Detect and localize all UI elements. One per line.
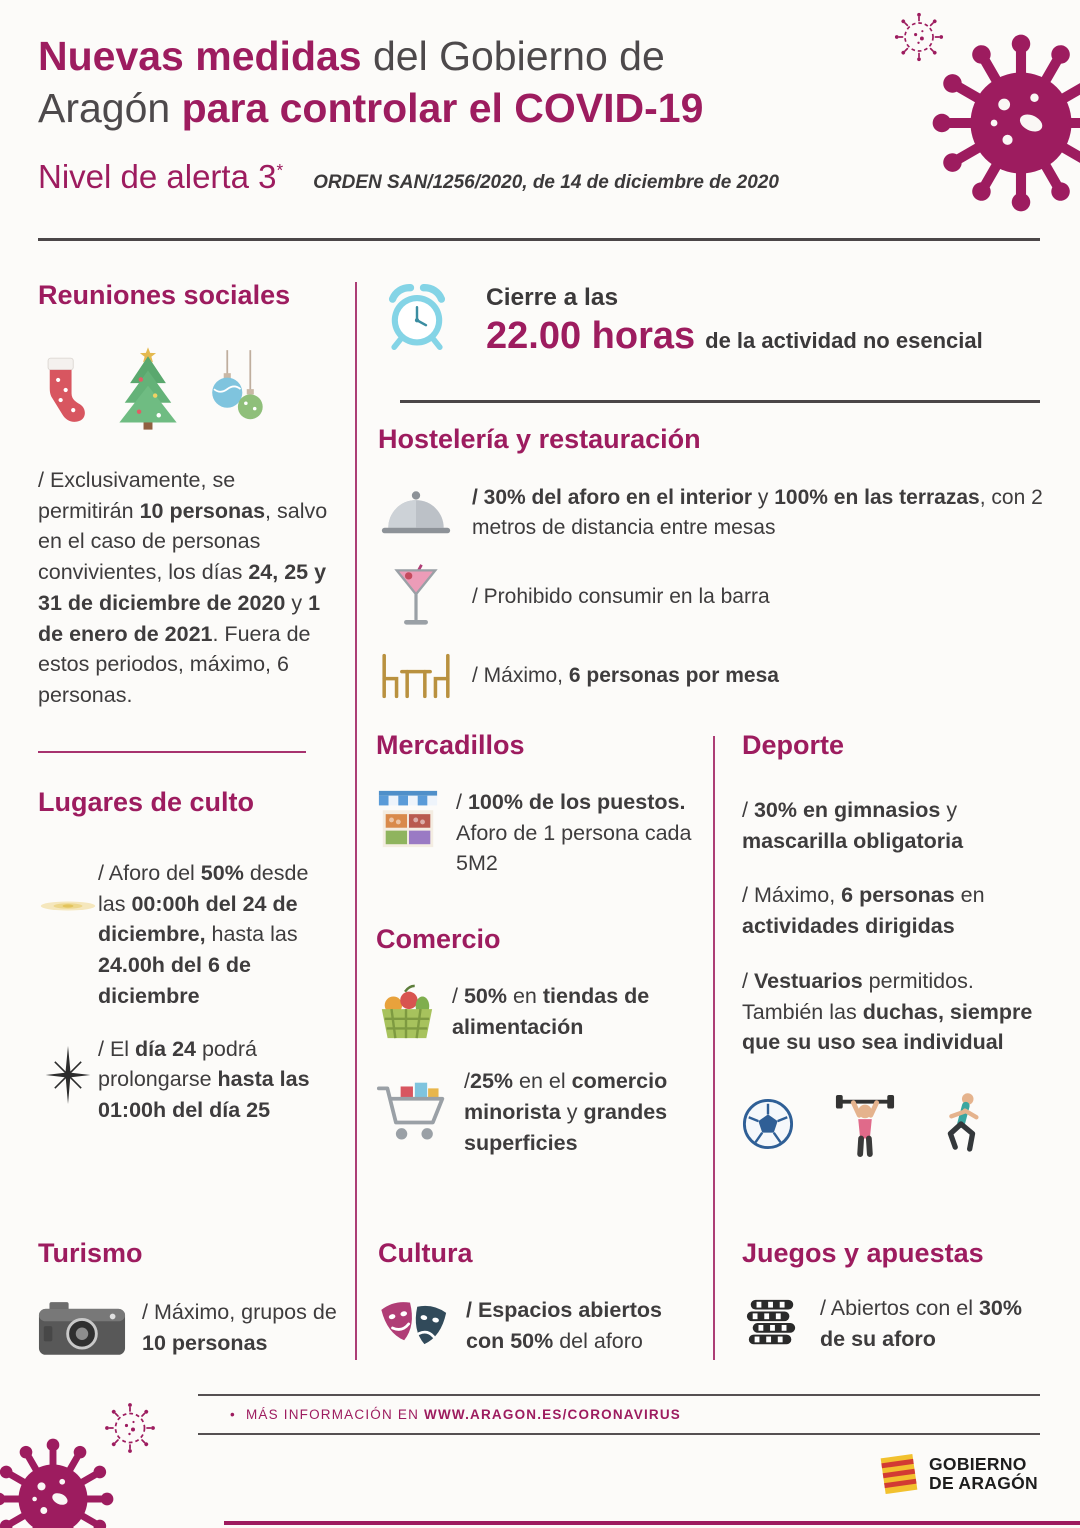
page-title [38, 30, 938, 134]
alert-level: Nivel de alerta 3* [38, 158, 284, 196]
order-reference: ORDEN SAN/1256/2020, de 14 de diciembre de 2020 [313, 172, 779, 194]
hosteleria-text-3: / Máximo, 6 personas por mesa [472, 664, 779, 688]
cultura-heading: Cultura [378, 1238, 473, 1268]
aragon-flag-icon [879, 1452, 919, 1496]
section-juegos-apuestas [742, 1238, 1042, 1354]
section-hosteleria [378, 424, 1046, 701]
column-divider-left [355, 282, 357, 1360]
market-stall-icon [376, 787, 440, 851]
culto-heading: Lugares de culto [38, 786, 255, 817]
turismo-item [38, 1297, 340, 1358]
mercadillos-item [376, 787, 698, 879]
hosteleria-text-2: / Prohibido consumir en la barra [472, 585, 770, 609]
cierre-time: 22.00 horas [486, 315, 696, 357]
virus-icon [0, 1430, 122, 1528]
reuniones-heading: Reuniones sociales [38, 280, 291, 310]
title-line-1: Nuevas medidas del Gobierno de [38, 33, 665, 79]
runner-icon [936, 1091, 986, 1157]
section-cultura [378, 1238, 700, 1356]
title-line-2: Aragón para controlar el COVID-19 [38, 85, 704, 132]
footer-info-text [246, 1407, 681, 1422]
soccer-ball-icon [742, 1098, 794, 1150]
deporte-text-1: / 30% en gimnasios y mascarilla obligatoria [742, 798, 964, 853]
cierre-text [486, 280, 983, 358]
juegos-text: / Abiertos con el 30% de su aforo [820, 1296, 1022, 1351]
section-divider [38, 751, 306, 753]
cultura-text: / Espacios abiertos con 50% del aforo [466, 1298, 662, 1353]
hosteleria-item-aforo [378, 483, 1046, 543]
section-cierre [382, 280, 1044, 358]
light-glow-icon [38, 858, 98, 918]
comercio-text-1: / 50% en tiendas de alimentación [452, 984, 650, 1039]
gobierno-aragon-logo [879, 1452, 1038, 1496]
shopping-cart-icon [376, 1080, 448, 1146]
gov-logo-line1: GOBIERNO [929, 1454, 1027, 1475]
hosteleria-heading: Hostelería y restauración [378, 424, 701, 454]
left-column [38, 280, 330, 1126]
juegos-heading: Juegos y apuestas [742, 1238, 984, 1268]
hosteleria-text-1: / 30% del aforo en el interior y 100% en las terrazas, con 2 metros de distancia entre mesas [472, 486, 1043, 540]
section-comercio [376, 924, 698, 1159]
culto-item-aforo [38, 858, 330, 1012]
hosteleria-item-mesa [378, 651, 1046, 701]
mercadillos-heading: Mercadillos [376, 730, 525, 760]
table-chairs-icon [378, 651, 454, 701]
alarm-clock-icon [382, 280, 452, 354]
christmas-tree-icon [114, 343, 182, 433]
header-divider [38, 238, 1040, 241]
footer-info-bar [198, 1394, 1040, 1435]
reuniones-text: / Exclusivamente, se permitirán 10 personas, salvo en el caso de personas convivientes, los días 24, 25 y 31 de diciembre de 2020 y 1 de enero de 2021. Fuera de estos periodos, máximo, 6 personas. [38, 468, 328, 708]
section-turismo [38, 1238, 340, 1358]
column-divider-right [713, 736, 715, 1360]
hosteleria-item-barra [378, 563, 1046, 631]
christmas-baubles-icon [206, 347, 268, 433]
cierre-rest: de la actividad no esencial [705, 328, 983, 353]
comercio-heading: Comercio [376, 924, 501, 954]
bottom-accent-rule [224, 1521, 1080, 1525]
section-mercadillos [376, 730, 698, 879]
comercio-text-2: /25% en el comercio minorista y grandes superficies [464, 1069, 668, 1155]
section-lugares-de-culto [38, 787, 330, 1126]
poker-chips-icon [742, 1296, 802, 1352]
cierre-line1: Cierre a las [486, 284, 619, 311]
footer-info-prefix: MÁS INFORMACIÓN EN [245, 1407, 424, 1422]
footer-bullet: • [230, 1407, 236, 1422]
weightlifter-icon [834, 1090, 896, 1158]
gov-logo-line2: DE ARAGÓN [929, 1473, 1038, 1493]
mercadillos-text: / 100% de los puestos. Aforo de 1 persona cada 5M2 [456, 790, 692, 876]
comercio-item-minorista [376, 1066, 698, 1158]
virus-icon [920, 22, 1080, 224]
sparkle-star-icon [38, 1034, 98, 1106]
subtitle-row [38, 158, 938, 196]
deporte-text-3: / Vestuarios permitidos. También las duchas, siempre que su uso sea individual [742, 968, 1033, 1055]
culto-text-1: / Aforo del 50% desde las 00:00h del 24 de diciembre, hasta las 24.00h del 6 de diciembre [98, 860, 309, 1008]
comercio-item-alimentacion [376, 981, 698, 1042]
cocktail-icon [378, 563, 454, 631]
serving-dish-icon [378, 487, 454, 539]
turismo-heading: Turismo [38, 1238, 143, 1268]
sport-icons-row [742, 1090, 1042, 1158]
footer-info-url: WWW.ARAGON.ES/CORONAVIRUS [424, 1407, 681, 1422]
christmas-icons-row [38, 339, 330, 433]
camera-icon [38, 1299, 126, 1357]
section-reuniones-sociales [38, 280, 330, 711]
gov-logo-text [929, 1455, 1038, 1493]
cierre-divider [400, 400, 1040, 403]
turismo-text: / Máximo, grupos de 10 personas [142, 1300, 337, 1355]
virus-decoration-bottom-left [0, 1388, 190, 1528]
christmas-stocking-icon [38, 347, 90, 433]
deporte-text-2: / Máximo, 6 personas en actividades dirigidas [742, 883, 985, 939]
cultura-item [378, 1295, 700, 1356]
juegos-item [742, 1293, 1042, 1354]
deporte-heading: Deporte [742, 730, 845, 760]
grocery-basket-icon [376, 982, 436, 1042]
theater-masks-icon [378, 1298, 450, 1354]
header [38, 30, 938, 196]
culto-item-dia24 [38, 1034, 330, 1126]
section-deporte [742, 730, 1042, 1158]
culto-text-2: / El día 24 podrá prolongarse hasta las 01:00h del día 25 [98, 1036, 310, 1123]
